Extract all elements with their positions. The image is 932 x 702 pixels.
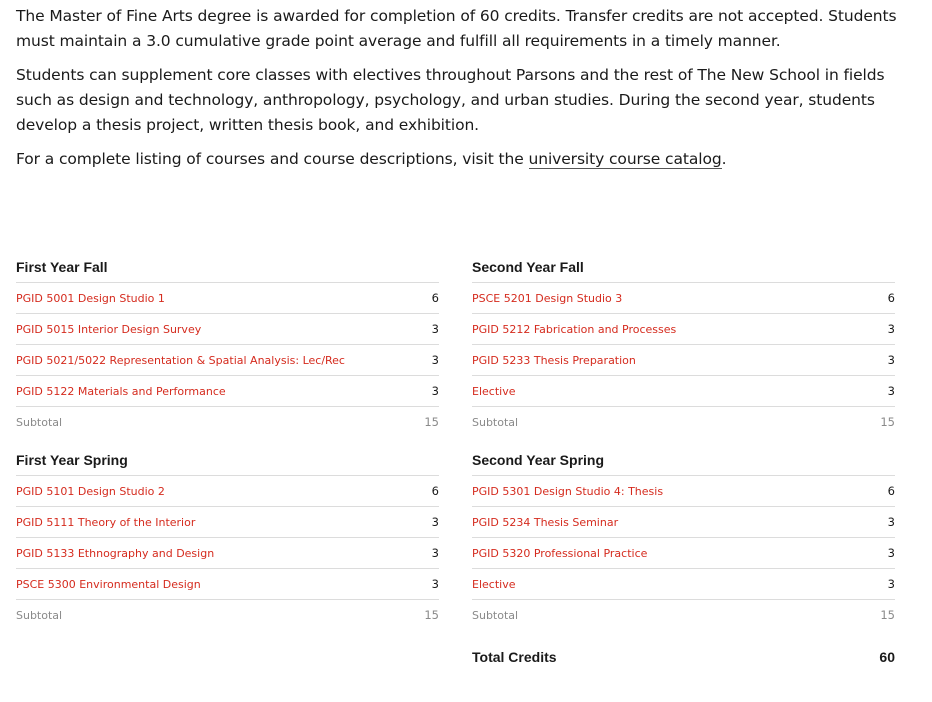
course-credits: 3: [431, 577, 439, 591]
subtotal-label: Subtotal: [16, 415, 63, 429]
course-credits: 3: [431, 322, 439, 336]
course-name-link[interactable]: PGID 5320 Professional Practice: [472, 546, 648, 560]
course-row: [16, 476, 439, 507]
course-row: [472, 538, 895, 569]
course-name-link[interactable]: PGID 5233 Thesis Preparation: [472, 353, 636, 367]
subtotal-label: Subtotal: [472, 608, 519, 622]
course-row: [472, 283, 895, 314]
intro-text: [16, 4, 916, 181]
course-name-link[interactable]: PSCE 5201 Design Studio 3: [472, 291, 623, 305]
course-row: [16, 314, 439, 345]
course-row: [16, 345, 439, 376]
course-row: [472, 476, 895, 507]
course-row: [472, 314, 895, 345]
second-year-fall-table: [472, 256, 895, 437]
course-name-link[interactable]: PSCE 5300 Environmental Design: [16, 577, 201, 591]
course-row: [16, 283, 439, 314]
course-name-link[interactable]: PGID 5133 Ethnography and Design: [16, 546, 215, 560]
course-name-link[interactable]: PGID 5101 Design Studio 2: [16, 484, 165, 498]
course-name-link[interactable]: Elective: [472, 577, 516, 591]
course-credits: 3: [431, 353, 439, 367]
course-credits: 3: [887, 384, 895, 398]
subtotal-row: [16, 407, 439, 437]
course-name-link[interactable]: PGID 5021/5022 Representation & Spatial Analysis: Lec/Rec: [16, 353, 345, 367]
term-title: Second Year Spring: [472, 449, 895, 476]
term-title: First Year Spring: [16, 449, 439, 476]
course-credits: 3: [887, 515, 895, 529]
total-credits-row: [472, 642, 895, 672]
subtotal-value: 15: [880, 608, 895, 622]
intro-paragraph-3-end: .: [721, 150, 727, 168]
first-year-column: [16, 256, 439, 642]
subtotal-row: [472, 600, 895, 630]
first-year-fall-table: [16, 256, 439, 437]
course-row: [472, 569, 895, 600]
second-year-column: [472, 256, 895, 672]
total-credits-label: Total Credits: [472, 649, 557, 665]
course-credits: 3: [431, 384, 439, 398]
course-credits: 3: [431, 515, 439, 529]
course-row: [16, 376, 439, 407]
course-credits: 6: [887, 291, 895, 305]
intro-paragraph-3: [16, 147, 916, 172]
course-name-link[interactable]: PGID 5301 Design Studio 4: Thesis: [472, 484, 664, 498]
course-name-link[interactable]: PGID 5111 Theory of the Interior: [16, 515, 196, 529]
term-title: Second Year Fall: [472, 256, 895, 283]
course-row: [472, 345, 895, 376]
course-row: [16, 569, 439, 600]
intro-paragraph-1: The Master of Fine Arts degree is awarded for completion of 60 credits. Transfer credits are not accepted. Students must maintain a 3.0 cumulative grade point average and fulfill all requirements in a timely manner.: [16, 7, 897, 50]
course-credits: 3: [887, 322, 895, 336]
course-credits: 3: [431, 546, 439, 560]
course-row: [472, 507, 895, 538]
course-name-link[interactable]: Elective: [472, 384, 516, 398]
subtotal-value: 15: [424, 608, 439, 622]
second-year-spring-table: [472, 449, 895, 630]
intro-paragraph-2: Students can supplement core classes with electives throughout Parsons and the rest of The New School in fields such as design and technology, anthropology, psychology, and urban studies. During the second year, students develop a thesis project, written thesis book, and exhibition.: [16, 66, 885, 134]
course-name-link[interactable]: PGID 5212 Fabrication and Processes: [472, 322, 677, 336]
course-catalog-link[interactable]: university course catalog: [528, 150, 722, 168]
course-name-link[interactable]: PGID 5122 Materials and Performance: [16, 384, 226, 398]
subtotal-value: 15: [424, 415, 439, 429]
subtotal-row: [16, 600, 439, 630]
course-credits: 6: [431, 291, 439, 305]
total-credits-value: 60: [879, 649, 895, 665]
term-title: First Year Fall: [16, 256, 439, 283]
course-row: [16, 507, 439, 538]
subtotal-label: Subtotal: [16, 608, 63, 622]
first-year-spring-table: [16, 449, 439, 630]
course-credits: 6: [887, 484, 895, 498]
subtotal-value: 15: [880, 415, 895, 429]
course-credits: 3: [887, 546, 895, 560]
intro-paragraph-3-text: For a complete listing of courses and course descriptions, visit the: [16, 150, 529, 168]
course-name-link[interactable]: PGID 5234 Thesis Seminar: [472, 515, 619, 529]
course-name-link[interactable]: PGID 5015 Interior Design Survey: [16, 322, 202, 336]
course-row: [16, 538, 439, 569]
subtotal-row: [472, 407, 895, 437]
course-name-link[interactable]: PGID 5001 Design Studio 1: [16, 291, 165, 305]
subtotal-label: Subtotal: [472, 415, 519, 429]
course-row: [472, 376, 895, 407]
course-credits: 3: [887, 353, 895, 367]
course-credits: 6: [431, 484, 439, 498]
course-credits: 3: [887, 577, 895, 591]
